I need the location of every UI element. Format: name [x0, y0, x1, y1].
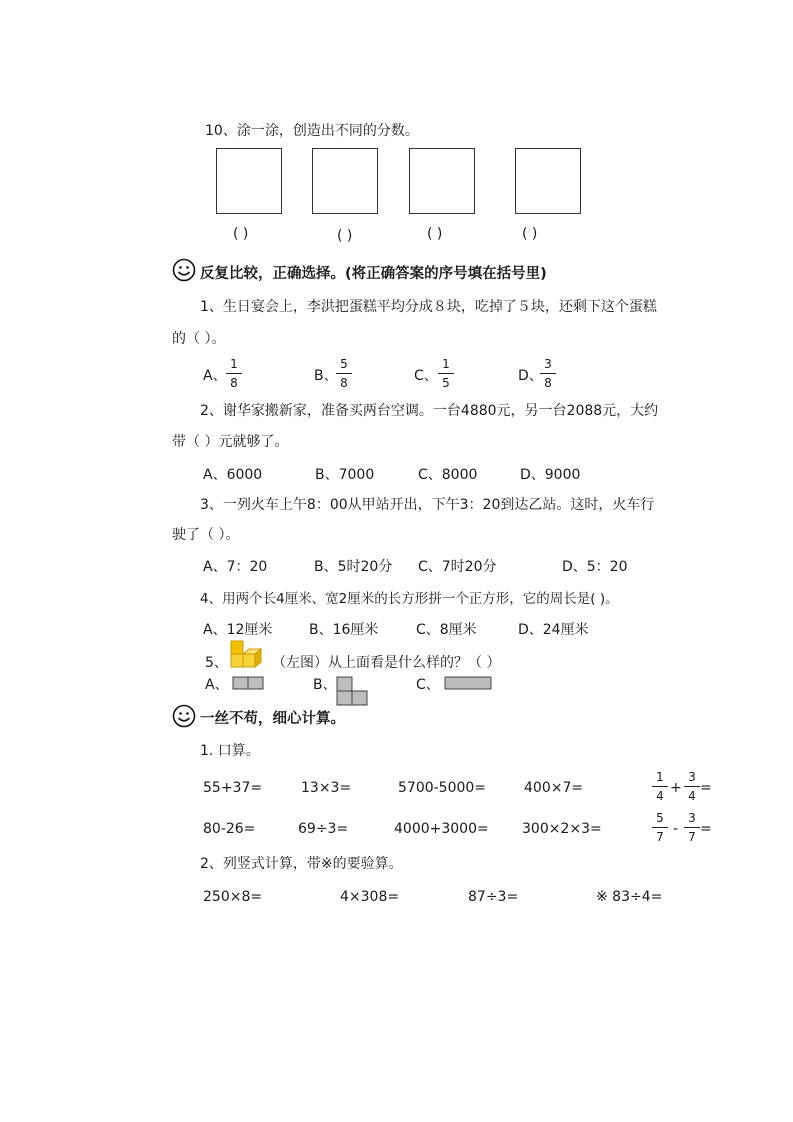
fraction-denominator: 8	[340, 376, 348, 390]
fraction-denominator: 8	[544, 376, 552, 390]
q1-option-a-fraction	[226, 357, 242, 390]
frac1-eq: =	[700, 780, 712, 796]
frac1-b	[684, 770, 700, 803]
q5-number: 5、	[205, 655, 228, 671]
q4-option-a[interactable]: A、12厘米	[203, 622, 273, 638]
frac1-op: +	[670, 780, 682, 796]
smiley-icon	[172, 704, 196, 728]
top-view-option-c-icon	[444, 676, 492, 690]
q10-answer-2[interactable]: ( )	[337, 228, 353, 244]
fraction-numerator: 1	[230, 357, 238, 371]
smiley-icon	[172, 258, 196, 282]
fraction-bar	[226, 373, 242, 374]
q2-option-a[interactable]: A、6000	[203, 467, 263, 483]
fraction-square-1[interactable]	[216, 148, 282, 214]
fraction-bar	[540, 373, 556, 374]
q5-option-b[interactable]: B、	[313, 677, 337, 693]
q1-line1: 1、生日宴会上，李洪把蛋糕平均分成８块，吃掉了５块，还剩下这个蛋糕	[200, 299, 657, 315]
q10-answer-1[interactable]: ( )	[233, 226, 249, 242]
fraction-square-2[interactable]	[312, 148, 378, 214]
top-view-option-b-icon	[336, 676, 370, 706]
fraction-denominator: 4	[656, 789, 664, 803]
cube-stack-icon	[230, 640, 262, 668]
q3-line1: 3、一列火车上午8：00从甲站开出，下午3：20到达乙站。这时，火车行	[200, 497, 655, 513]
fraction-square-3[interactable]	[409, 148, 475, 214]
fraction-bar	[684, 827, 700, 828]
fraction-bar	[336, 373, 352, 374]
q3-option-c[interactable]: C、7时20分	[418, 559, 497, 575]
calc-r2-c2: 69÷3=	[298, 821, 349, 837]
q4-option-b[interactable]: B、16厘米	[309, 622, 379, 638]
calc-r2-c4: 300×2×3=	[522, 821, 602, 837]
q1-option-d-fraction	[540, 357, 556, 390]
fraction-numerator: 1	[656, 770, 664, 784]
q1-option-b-fraction	[336, 357, 352, 390]
fraction-denominator: 7	[688, 830, 696, 844]
q1-option-b-label[interactable]: B、	[314, 368, 338, 384]
q5-option-c[interactable]: C、	[416, 677, 440, 693]
q5-option-a[interactable]: A、	[205, 677, 229, 693]
frac1-a	[652, 770, 668, 803]
fraction-bar	[684, 786, 700, 787]
calc-r1-c1: 55+37=	[203, 780, 263, 796]
section2-header: 反复比较，正确选择。(将正确答案的序号填在括号里)	[200, 266, 547, 282]
q10-answer-4[interactable]: ( )	[522, 226, 538, 242]
q2-option-b[interactable]: B、7000	[315, 467, 375, 483]
q1-option-c-fraction	[438, 357, 454, 390]
q2-option-d[interactable]: D、9000	[520, 467, 581, 483]
calc-r3-c2: 4×308=	[340, 889, 400, 905]
q3-line2: 驶了（ ）。	[172, 527, 240, 543]
fraction-numerator: 3	[688, 770, 696, 784]
vertical-calc-heading: 2、列竖式计算，带※的要验算。	[200, 856, 403, 872]
fraction-square-4[interactable]	[515, 148, 581, 214]
fraction-denominator: 8	[230, 376, 238, 390]
q2-line2: 带（ ）元就够了。	[172, 434, 289, 450]
calc-r2-c3: 4000+3000=	[394, 821, 489, 837]
q3-option-d[interactable]: D、5：20	[562, 559, 628, 575]
q3-option-a[interactable]: A、7：20	[203, 559, 268, 575]
fraction-bar	[652, 827, 668, 828]
frac2-b	[684, 811, 700, 844]
fraction-bar	[652, 786, 668, 787]
fraction-numerator: 1	[442, 357, 450, 371]
section3-header: 一丝不苟，细心计算。	[200, 711, 345, 727]
fraction-numerator: 5	[340, 357, 348, 371]
q1-option-a-label[interactable]: A、	[203, 368, 227, 384]
q1-option-d-label[interactable]: D、	[518, 368, 543, 384]
calc-r1-c2: 13×3=	[301, 780, 352, 796]
q10-answer-3[interactable]: ( )	[427, 226, 443, 242]
fraction-numerator: 3	[544, 357, 552, 371]
calc-r3-c1: 250×8=	[203, 889, 263, 905]
fraction-denominator: 5	[442, 376, 450, 390]
calc-r3-c3: 87÷3=	[468, 889, 519, 905]
q3-option-b[interactable]: B、5时20分	[314, 559, 393, 575]
frac2-op: -	[673, 821, 679, 837]
q1-line2: 的（ ）。	[172, 331, 226, 347]
calc-r2-c1: 80-26=	[203, 821, 256, 837]
q4-option-d[interactable]: D、24厘米	[518, 622, 589, 638]
frac2-a	[652, 811, 668, 844]
fraction-numerator: 3	[688, 811, 696, 825]
top-view-option-a-icon	[232, 676, 266, 690]
q1-option-c-label[interactable]: C、	[414, 368, 438, 384]
q10-title: 10、涂一涂，创造出不同的分数。	[205, 123, 419, 139]
q4-option-c[interactable]: C、8厘米	[416, 622, 477, 638]
fraction-numerator: 5	[656, 811, 664, 825]
fraction-denominator: 7	[656, 830, 664, 844]
q5-text: （左图）从上面看是什么样的？（ ）	[272, 655, 501, 671]
q4-line1: 4、用两个长4厘米、宽2厘米的长方形拼一个正方形，它的周长是( )。	[200, 591, 619, 607]
calc-r3-c4: ※ 83÷4=	[596, 889, 663, 905]
fraction-denominator: 4	[688, 789, 696, 803]
q2-line1: 2、谢华家搬新家，准备买两台空调。一台4880元，另一台2088元，大约	[200, 403, 659, 419]
calc-r1-c3: 5700-5000=	[398, 780, 487, 796]
frac2-eq: =	[700, 821, 712, 837]
calc-r1-c4: 400×7=	[524, 780, 584, 796]
oral-calc-heading: 1. 口算。	[200, 743, 260, 759]
fraction-bar	[438, 373, 454, 374]
q2-option-c[interactable]: C、8000	[418, 467, 478, 483]
